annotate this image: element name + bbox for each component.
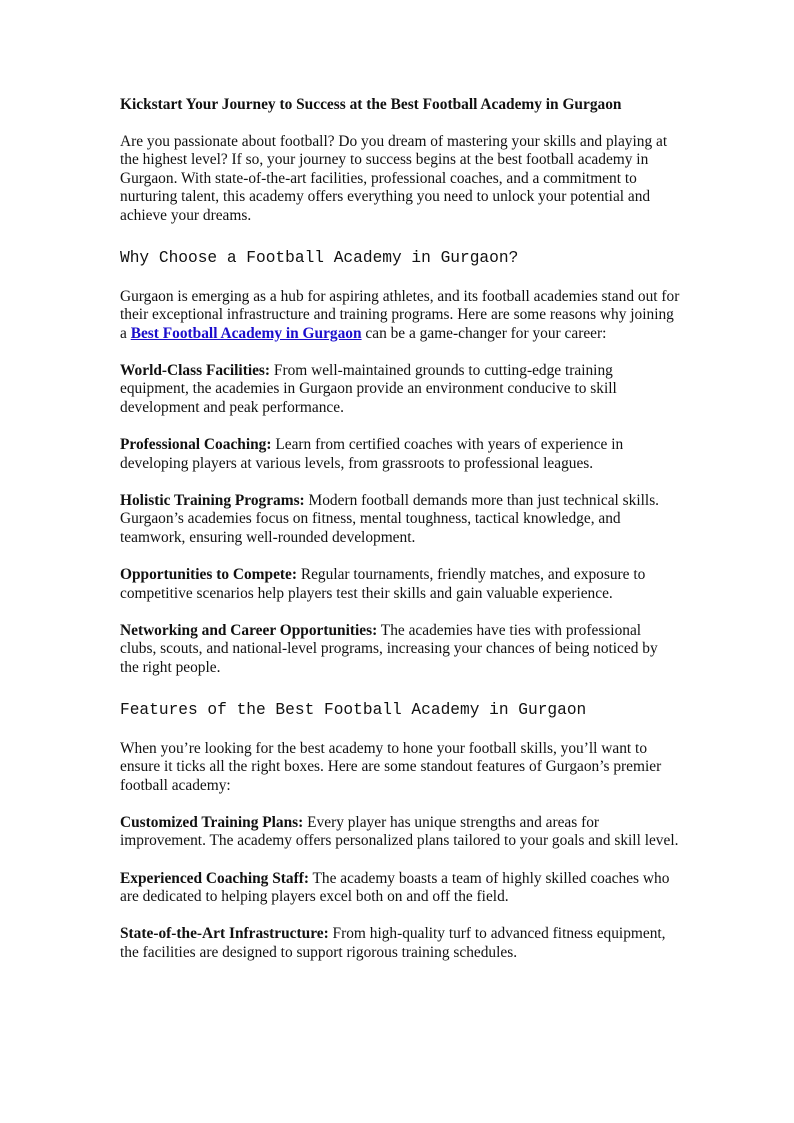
section-heading-features: Features of the Best Football Academy in Gurgaon xyxy=(120,700,587,719)
document-page xyxy=(120,96,680,981)
section1-intro-text-before: Gurgaon is emerging as a hub for aspiring athletes, and its football academies stand out for their exceptional infrastructure and training programs. Here are some reasons why joining a xyxy=(120,287,680,342)
section1-intro-text-after: can be a game-changer for your career: xyxy=(361,324,607,342)
benefit-term: Opportunities to Compete: xyxy=(120,566,297,584)
document-title: Kickstart Your Journey to Success at the Best Football Academy in Gurgaon xyxy=(120,96,622,113)
feature-term: State-of-the-Art Infrastructure: xyxy=(120,925,329,943)
section1-intro-paragraph xyxy=(120,288,680,344)
benefit-text: Modern football demands more than just technical skills. Gurgaon’s academies focus on fitness, mental toughness, tactical knowledge, and teamwork, ensuring well-rounded development. xyxy=(120,491,660,546)
benefit-paragraph xyxy=(120,362,680,418)
section-heading-why-choose: Why Choose a Football Academy in Gurgaon? xyxy=(120,248,519,267)
feature-term: Experienced Coaching Staff: xyxy=(120,869,309,887)
benefit-paragraph xyxy=(120,436,680,473)
feature-paragraph xyxy=(120,814,680,851)
benefit-text: The academies have ties with professional clubs, scouts, and national-level programs, increasing your chances of being noticed by the right people. xyxy=(120,621,658,676)
benefit-text: Learn from certified coaches with years of experience in developing players at various levels, from grassroots to professional leagues. xyxy=(120,436,624,472)
intro-paragraph: Are you passionate about football? Do you dream of mastering your skills and playing at the highest level? If so, your journey to success begins at the best football academy in Gurgaon. With state-of-the-art facilities, professional coaches, and a commitment to nurturing talent, this academy offers everything you need to unlock your potential and achieve your dreams. xyxy=(120,132,668,224)
best-football-academy-link[interactable]: Best Football Academy in Gurgaon xyxy=(130,324,362,342)
benefit-text: Regular tournaments, friendly matches, and exposure to competitive scenarios help players test their skills and gain valuable experience. xyxy=(120,566,646,602)
benefit-paragraph xyxy=(120,492,680,548)
feature-text: The academy boasts a team of highly skilled coaches who are dedicated to helping players excel both on and off the field. xyxy=(120,869,670,906)
feature-term: Customized Training Plans: xyxy=(120,813,304,831)
section2-intro-paragraph: When you’re looking for the best academy to hone your football skills, you’ll want to ensure it ticks all the right boxes. Here are some standout features of Gurgaon’s premier football academy: xyxy=(120,739,662,794)
benefit-term: Professional Coaching: xyxy=(120,436,272,454)
feature-paragraph xyxy=(120,870,680,907)
benefit-paragraph xyxy=(120,622,680,678)
benefit-text: From well-maintained grounds to cutting-edge training equipment, the academies in Gurgaon provide an environment conducive to skill development and peak performance. xyxy=(120,361,617,417)
feature-text: From high-quality turf to advanced fitness equipment, the facilities are designed to support rigorous training schedules. xyxy=(120,925,666,961)
benefit-paragraph xyxy=(120,566,680,603)
benefit-term: Holistic Training Programs: xyxy=(120,491,305,509)
benefit-term: Networking and Career Opportunities: xyxy=(120,621,378,639)
feature-paragraph xyxy=(120,925,680,962)
benefit-term: World-Class Facilities: xyxy=(120,361,271,379)
feature-text: Every player has unique strengths and areas for improvement. The academy offers personalized plans tailored to your goals and skill level. xyxy=(120,813,679,850)
